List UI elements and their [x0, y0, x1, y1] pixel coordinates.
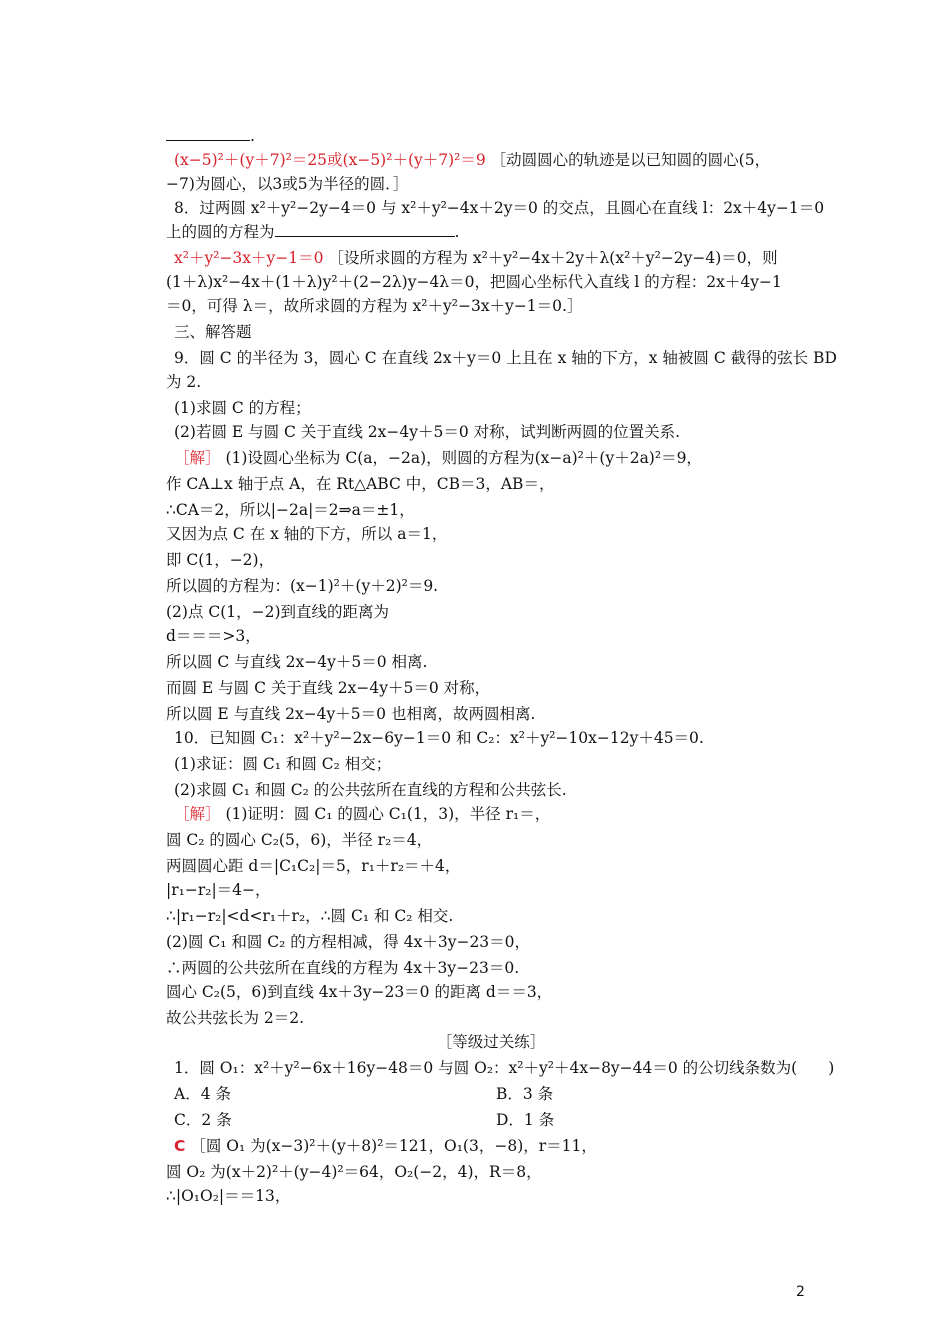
q9-step: 而圆 E 与圆 C 关于直线 2x−4y＋5＝0 对称， — [166, 679, 491, 697]
answer-blank — [166, 126, 250, 141]
q10-step: 圆心 C₂(5，6)到直线 4x＋3y−23＝0 的距离 d＝＝3， — [166, 983, 553, 1001]
q10-part2: (2)求圆 C₁ 和圆 C₂ 的公共弦所在直线的方程和公共弦长. — [174, 781, 567, 799]
q9-step: 所以圆 C 与直线 2x−4y＋5＝0 相离. — [166, 653, 428, 671]
q8-solution — [174, 246, 824, 270]
q9-part1: (1)求圆 C 的方程； — [174, 399, 311, 417]
mc1-solution-start: C ［圆 O₁ 为(x−3)²＋(y＋8)²＝121，O₁(3，−8)，r＝11， — [174, 1137, 597, 1155]
q8-explanation-3: ＝0，可得 λ＝，故所求圆的方程为 x²＋y²−3x＋y−1＝0.］ — [166, 297, 583, 315]
mc1-options-row2 — [174, 1108, 824, 1132]
q10-part1: (1)求证：圆 C₁ 和圆 C₂ 相交； — [174, 755, 392, 773]
page-number: 2 — [796, 1284, 805, 1300]
option-b: B．3 条 — [496, 1085, 554, 1103]
level-section-title: ［等级过关练］ — [436, 1033, 546, 1051]
q7-answer: (x−5)²＋(y＋7)²＝25或(x−5)²＋(y＋7)²＝9 — [174, 151, 486, 169]
q7-explanation-cont: −7)为圆心，以3或5为半径的圆．］ — [166, 175, 409, 193]
q10-solution-start: ［解］ (1)证明：圆 C₁ 的圆心 C₁(1，3)，半径 r₁＝， — [174, 805, 551, 823]
q9-part2: (2)若圆 E 与圆 C 关于直线 2x−4y＋5＝0 对称，试判断两圆的位置关系. — [174, 423, 681, 441]
q8-answer: x²＋y²−3x＋y−1＝0 — [174, 249, 324, 267]
q8-explanation: ［设所求圆的方程为 x²＋y²−4x＋2y＋λ(x²＋y²−2y−4)＝0，则 — [328, 249, 778, 267]
solution-label: ［解］ — [174, 805, 221, 823]
q10-step: 圆 C₂ 的圆心 C₂(5，6)，半径 r₂＝4， — [166, 831, 433, 849]
q8-explanation-2: (1＋λ)x²−4x＋(1＋λ)y²＋(2−2λ)y−4λ＝0，把圆心坐标代入直线 l 的方程：2x＋4y−1 — [166, 273, 782, 291]
section-heading: 三、解答题 — [174, 323, 252, 341]
solution-label: ［解］ — [174, 449, 221, 467]
q9-step: 又因为点 C 在 x 轴的下方，所以 a＝1， — [166, 525, 448, 543]
q10-stem: 10．已知圆 C₁：x²＋y²−2x−6y−1＝0 和 C₂：x²＋y²−10x−12y＋45＝0. — [174, 729, 704, 747]
q7-answer-line: . — [166, 124, 816, 148]
q9-stem-cont: 为 2. — [166, 373, 202, 391]
q10-step: |r₁−r₂|＝4−， — [166, 881, 271, 899]
q10-step: 两圆圆心距 d＝|C₁C₂|＝5，r₁＋r₂＝＋4， — [166, 857, 461, 875]
mc1-step: 圆 O₂ 为(x＋2)²＋(y−4)²＝64，O₂(−2，4)，R＝8， — [166, 1163, 542, 1181]
q8-stem: 8．过两圆 x²＋y²−2y−4＝0 与 x²＋y²−4x＋2y＝0 的交点，且圆心在直线 l：2x＋4y−1＝0 — [174, 199, 825, 217]
mc1-stem: 1．圆 O₁：x²＋y²−6x＋16y−48＝0 与圆 O₂：x²＋y²＋4x−8y−44＝0 的公切线条数为( ) — [174, 1059, 835, 1077]
q9-solution-start: ［解］ (1)设圆心坐标为 C(a，−2a)，则圆的方程为(x−a)²＋(y＋2a)²＝9， — [174, 449, 702, 467]
option-d: D．1 条 — [496, 1111, 555, 1129]
q10-step: ∴两圆的公共弦所在直线的方程为 4x＋3y−23＝0. — [166, 959, 520, 977]
q9-step: 所以圆的方程为：(x−1)²＋(y＋2)²＝9. — [166, 577, 439, 595]
q10-step: (2)圆 C₁ 和圆 C₂ 的方程相减，得 4x＋3y−23＝0， — [166, 933, 531, 951]
answer-blank — [275, 222, 455, 237]
q9-step: 即 C(1，−2)， — [166, 551, 275, 569]
q9-step: 作 CA⊥x 轴于点 A，在 Rt△ABC 中，CB＝3，AB＝， — [166, 475, 555, 493]
option-c: C．2 条 — [174, 1111, 232, 1129]
q7-explanation: ［动圆圆心的轨迹是以已知圆的圆心(5， — [490, 151, 771, 169]
q9-step: ∴CA＝2，所以|−2a|＝2⇒a＝±1， — [166, 501, 415, 519]
q7-solution — [174, 148, 824, 172]
q9-step: 所以圆 E 与直线 2x−4y＋5＝0 也相离，故两圆相离. — [166, 705, 536, 723]
q9-step: d＝＝＝>3， — [166, 627, 261, 645]
mc1-step: ∴|O₁O₂|＝＝13， — [166, 1187, 291, 1205]
mc1-options-row1 — [174, 1082, 824, 1106]
q9-stem: 9．圆 C 的半径为 3，圆心 C 在直线 2x＋y＝0 上且在 x 轴的下方，x 轴被圆 C 截得的弦长 BD — [174, 349, 837, 367]
q8-stem-cont: 上的圆的方程为 . — [166, 223, 460, 241]
q10-step: 故公共弦长为 2＝2. — [166, 1009, 305, 1027]
q10-step: ∴|r₁−r₂|<d<r₁＋r₂，∴圆 C₁ 和 C₂ 相交. — [166, 907, 454, 925]
option-a: A．4 条 — [174, 1085, 231, 1103]
q9-step: (2)点 C(1，−2)到直线的距离为 — [166, 603, 390, 621]
mc1-answer: C — [174, 1137, 186, 1155]
